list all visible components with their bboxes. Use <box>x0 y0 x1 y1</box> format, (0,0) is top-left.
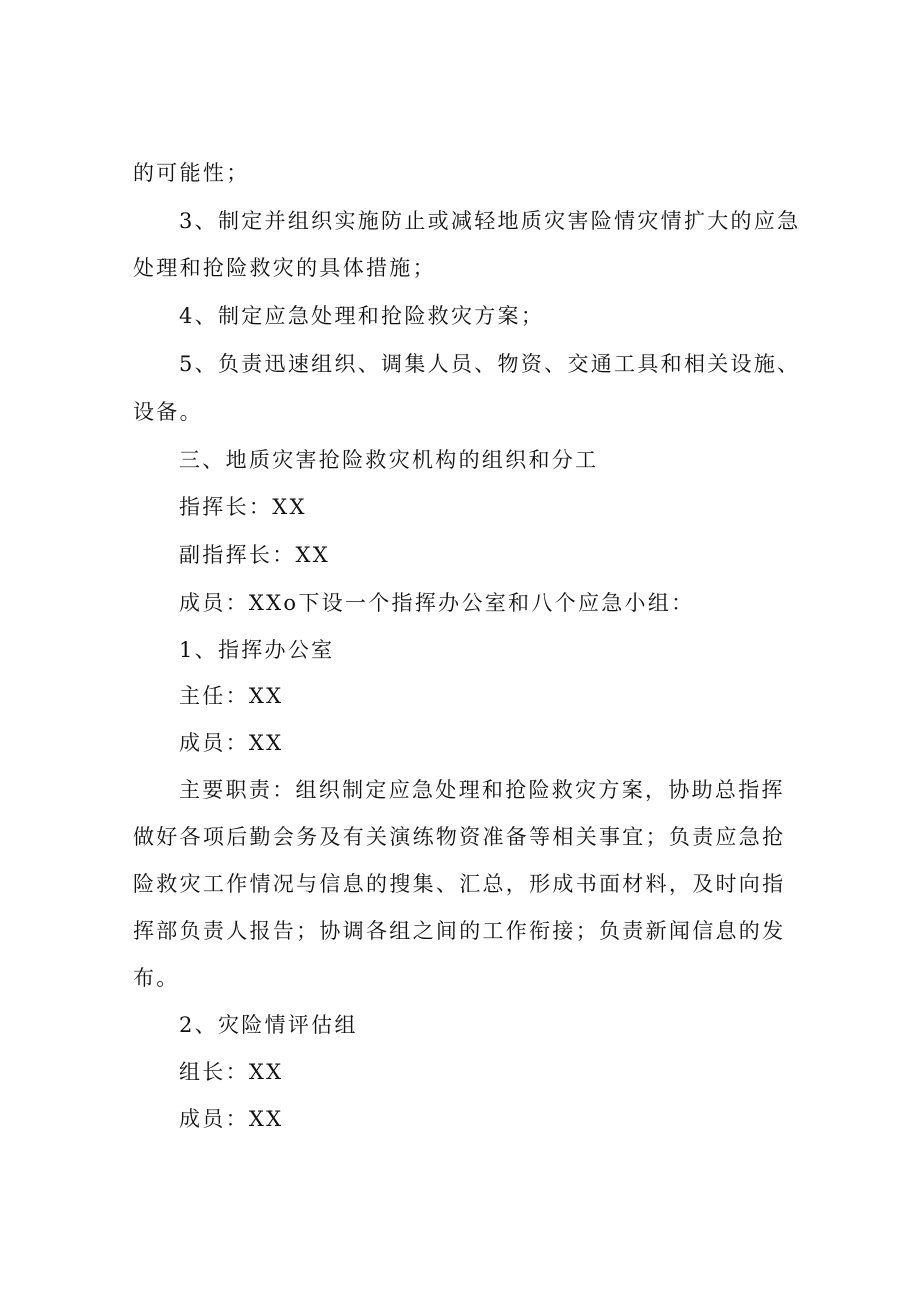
text-line: 3、制定并组织实施防止或减轻地质灾害险情灾情扩大的应急 <box>179 209 801 233</box>
text-line: 5、负责迅速组织、调集人员、物资、交通工具和相关设施、 <box>179 352 801 376</box>
text-line: 险救灾工作情况与信息的搜集、汇总，形成书面材料，及时向指 <box>133 872 786 896</box>
text-line: 主任：XX <box>179 684 284 708</box>
text-line: 布。 <box>133 966 180 990</box>
text-line: 处理和抢险救灾的具体措施； <box>133 256 436 280</box>
text-line: 4、制定应急处理和抢险救灾方案； <box>179 304 545 328</box>
text-line: 副指挥长：XX <box>179 543 330 567</box>
text-line: 成员：XX <box>179 1107 284 1131</box>
text-line: 主要职责：组织制定应急处理和抢险救灾方案，协助总指挥 <box>179 778 785 802</box>
subsection-heading: 1、指挥办公室 <box>179 638 335 662</box>
text-line: 指挥长：XX <box>179 495 307 519</box>
text-line: 组长：XX <box>179 1060 284 1084</box>
subsection-heading: 2、灾险情评估组 <box>179 1013 358 1037</box>
text-line: 挥部负责人报告；协调各组之间的工作衔接；负责新闻信息的发 <box>133 919 786 943</box>
section-heading: 三、地质灾害抢险救灾机构的组织和分工 <box>179 448 599 472</box>
text-line: 做好各项后勤会务及有关演练物资准备等相关事宜；负责应急抢 <box>133 825 786 849</box>
text-line: 设备。 <box>133 400 203 424</box>
text-line: 成员：XXo下设一个指挥办公室和八个应急小组： <box>179 591 695 615</box>
text-line: 的可能性； <box>133 161 250 185</box>
text-line: 成员：XX <box>179 731 284 755</box>
